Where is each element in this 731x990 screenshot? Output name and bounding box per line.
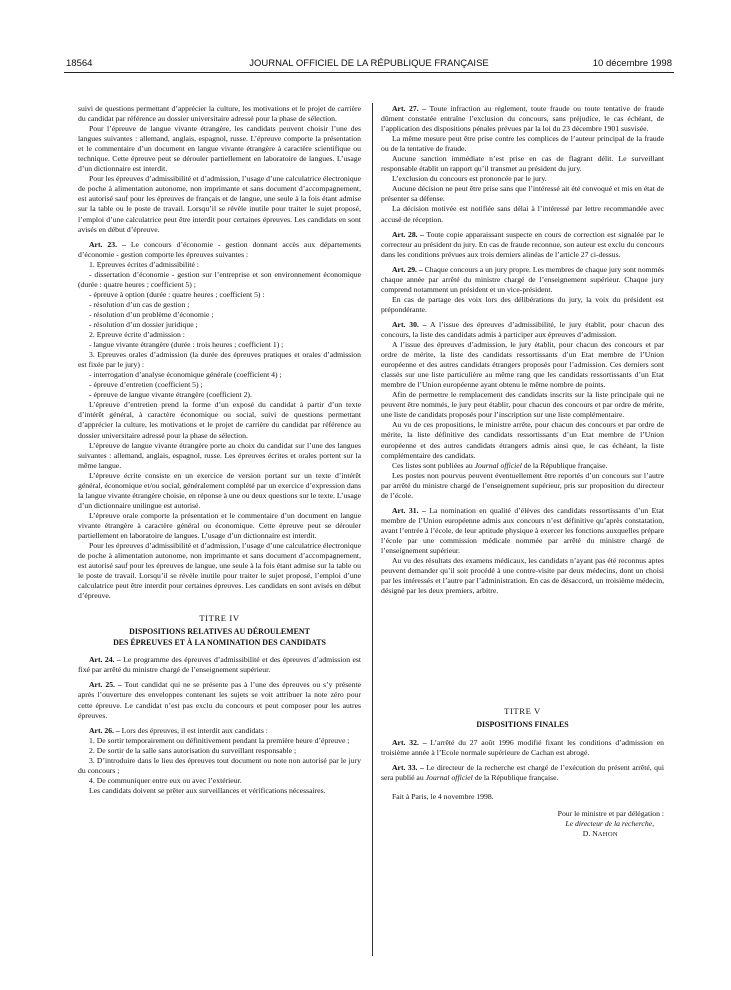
paragraph: Les candidats doivent se prêter aux surveillances et vérifications nécessaires.: [89, 785, 326, 795]
paragraph: La décision motivée est notifiée sans délai à l’intéressé par lettre recommandée avec accusé de réception.: [381, 204, 664, 224]
list-item: - dissertation d’économie - gestion sur l’entreprise et son environnement économique (durée : quatre heures ; coefficient 5) ;: [78, 269, 361, 289]
paragraph: L’exclusion du concours est prononcée par le jury.: [392, 174, 547, 184]
paragraph: L’épreuve de langue vivante étrangère porte au choix du candidat sur l’une des langues suivantes : allemand, anglais, espagnol, russe. Les épreuves écrites et orales portent sur la même langue.: [78, 440, 361, 470]
paragraph: Au vu des résultats des examens médicaux, les candidats n’ayant pas été reconnus aptes peuvent demander qu’il soit procédé à une contre-visite par deux médecins, dont un choisi par les intéressés et l’autre par l’administration. En cas de désaccord, un troisième médecin, désigné par les deux premiers, arbitre.: [381, 556, 664, 596]
header-rule: [64, 72, 674, 73]
section-heading: DISPOSITIONS FINALES: [476, 720, 569, 730]
article-23: Art. 23. – Le concours d’économie - gestion donnant accès aux départements d’économie - gestion comporte les épreuves suivantes :: [78, 239, 361, 259]
list-item: - résolution d’un problème d’économie ;: [89, 309, 214, 319]
paragraph: Aucune sanction immédiate n’est prise en cas de flagrant délit. Le surveillant responsable établit un rapport qu’il transmet au président du jury.: [381, 154, 664, 174]
title-heading: TITRE V: [504, 706, 541, 717]
list-item: - résolution d’un dossier juridique ;: [89, 319, 198, 329]
article-label: Art. 33. –: [392, 762, 424, 772]
list-item: - épreuve de langue vivante étrangère (coefficient 2).: [89, 390, 252, 400]
list-item: 3. Epreuves orales d’admission (la durée des épreuves pratiques et orales d’admission est fixée par le jury) :: [78, 350, 361, 370]
article-30: Art. 30. – A l’issue des épreuves d’admissibilité, le jury établit, pour chacun des concours, la liste des candidats admis à participer aux épreuves d’admission.: [381, 319, 664, 339]
paragraph: La même mesure peut être prise contre les complices de l’auteur principal de la fraude ou de la tentative de fraude.: [381, 134, 664, 154]
paragraph: Pour les épreuves d’admissibilité et d’admission, l’usage d’une calculatrice électronique de poche à alimentation autonome, non imprimante et sans document d’accompagnement, est autorisé sauf pour les épreuves de français et de langue, une seule à la fois étant admise sur la table ou le poste de travail. Lorsqu’il se révèle inutile pour traiter le sujet proposé, l’emploi d’une calculatrice peut être interdit pour certaines épreuves. Les candidats en sont avisés en début d’épreuve.: [78, 174, 361, 234]
article-label: Art. 32. –: [392, 737, 427, 747]
article-label: Art. 25. –: [89, 680, 122, 690]
journal-title: JOURNAL OFFICIEL DE LA RÉPUBLIQUE FRANÇAISE: [249, 58, 489, 69]
right-column: [381, 104, 664, 840]
article-label: Art. 30. –: [392, 319, 427, 329]
article-label: Art. 28. –: [392, 229, 425, 239]
article-label: Art. 24. –: [89, 655, 121, 665]
article-26: Art. 26. – Lors des épreuves, il est interdit aux candidats :: [89, 725, 268, 735]
paragraph: Au vu de ces propositions, le ministre arrête, pour chacun des concours et par ordre de mérite, la liste définitive des candidats ressortissants d’un Etat membre de l’Union européenne et des autres candidats étrangers admis ainsi que, le cas échéant, la liste complémentaire des candidats.: [381, 420, 664, 460]
signature-title: Le directeur de la recherche,: [565, 819, 654, 829]
list-item: - résolution d’un cas de gestion ;: [89, 299, 190, 309]
list-item: 4. De communiquer entre eux ou avec l’extérieur.: [89, 775, 242, 785]
article-label: Art. 23. –: [89, 239, 126, 249]
article-24: Art. 24. – Le programme des épreuves d’admissibilité et des épreuves d’admission est fixé par arrêté du ministre chargé de l’enseignement supérieur.: [78, 655, 361, 675]
article-27: Art. 27. – Toute infraction au règlement, toute fraude ou toute tentative de fraude dûment constatée entraîne l’exclusion du concours, sans préjudice, le cas échéant, de l’application des dispositions pénales prévues par la loi du 23 décembre 1901 susvisée.: [381, 104, 664, 134]
signature-delegation: Pour le ministre et par délégation :: [557, 808, 664, 818]
list-item: 3. D’introduire dans le lieu des épreuves tout document ou note non autorisé par le jury du concours ;: [78, 755, 361, 775]
list-item: - épreuve à option (durée : quatre heures ; coefficient 5) :: [89, 289, 265, 299]
paragraph: Pour les épreuves d’admissibilité et d’admission, l’usage d’une calculatrice électronique de poche à alimentation autonome, non imprimante et sans document d’accompagnement, est autorisé sauf pour les épreuves de langue, une seule à la fois étant admise sur la table ou le poste de travail. Lorsqu’il se révèle inutile pour traiter le sujet proposé, l’emploi d’une calculatrice peut être interdit pour certaines épreuves. Les candidats en sont avisés en début d’épreuve.: [78, 541, 361, 601]
article-29: Art. 29. – Chaque concours a un jury propre. Les membres de chaque jury sont nommés chaque année par arrêté du ministre chargé de l’enseignement supérieur. Chaque jury comprend notamment un président et un vice-président.: [381, 264, 664, 294]
article-28: Art. 28. – Toute copie apparaissant suspecte en cours de correction est signalée par le correcteur au président du jury. En cas de fraude reconnue, son auteur est exclu du concours dans les conditions prévues aux trois derniers alinéas de l’article 27 ci-dessus.: [381, 229, 664, 259]
paragraph: Pour l’épreuve de langue vivante étrangère, les candidats peuvent choisir l’une des langues suivantes : allemand, anglais, espagnol, russe. L’épreuve comporte la présentation et le commentaire d’un document en langue vivante étrangère à caractère scientifique ou technique. Cette épreuve peut se dérouler partiellement en laboratoire de langues. L’usage d’un dictionnaire est interdit.: [78, 124, 361, 174]
signature-name: D. NAHON: [582, 829, 618, 839]
article-label: Art. 29. –: [392, 264, 423, 274]
left-column: [78, 104, 361, 796]
article-33: Art. 33. – Le directeur de la recherche est chargé de l’exécution du présent arrêté, qui sera publié au Journal officiel de la République française.: [381, 762, 664, 782]
article-label: Art. 26. –: [89, 725, 120, 735]
paragraph: A l’issue des épreuves d’admission, le jury établit, pour chacun des concours et par ordre de mérite, la liste des candidats ressortissants d’un Etat membre de l’Union européenne et des autres candidats étrangers proposés pour l’admission. Ces derniers sont classés sur une liste particulière au même rang que les candidats ressortissants d’un Etat membre de l’Union européenne ayant obtenu le même nombre de points.: [381, 340, 664, 390]
page-number: 18564: [66, 58, 93, 69]
paragraph: L’épreuve d’entretien prend la forme d’un exposé du candidat à partir d’un texte d’intérêt général, à caractère économique ou social, suivi de questions permettant d’apprécier la culture, les motivations et le projet de carrière du candidat par référence au dossier universitaire adressé pour la phase de sélection.: [78, 400, 361, 440]
paragraph: En cas de partage des voix lors des délibérations du jury, la voix du président est prépondérante.: [381, 294, 664, 314]
article-25: Art. 25. – Tout candidat qui ne se présente pas à l’une des épreuves ou s’y présente après l’ouverture des enveloppes contenant les sujets se voit attribuer la note zéro pour cette épreuve. Le candidat n’est pas exclu du concours et peut composer pour les autres épreuves.: [78, 680, 361, 720]
column-divider: [372, 103, 373, 956]
article-31: Art. 31. – La nomination en qualité d’élèves des candidats ressortissants d’un Etat membre de l’Union européenne admis aux concours n’est définitive qu’après constatation, avant l’entrée à l’école, de leur aptitude physique à exercer les fonctions auxquelles prépare l’école par une commission médicale nommée par arrêté du ministre chargé de l’enseignement supérieur.: [381, 505, 664, 555]
signature-place-date: Fait à Paris, le 4 novembre 1998.: [392, 791, 494, 801]
list-item: - langue vivante étrangère (durée : trois heures ; coefficient 1) ;: [89, 340, 284, 350]
article-label: Art. 27. –: [392, 104, 427, 113]
paragraph: Ces listes sont publiées au Journal officiel de la République française.: [392, 460, 608, 470]
article-label: Art. 31. –: [392, 505, 426, 515]
paragraph: Aucune décision ne peut être prise sans que l’intéressé ait été convoqué et mis en état de présenter sa défense.: [381, 184, 664, 204]
list-item: - épreuve d’entretien (coefficient 5) ;: [89, 380, 203, 390]
issue-date: 10 décembre 1998: [592, 58, 672, 69]
paragraph: L’épreuve orale comporte la présentation et le commentaire d’un document en langue vivante étrangère à caractère général ou économique. Cette épreuve peut se dérouler partiellement en laboratoire de langues. L’usage d’un dictionnaire est interdit.: [78, 510, 361, 540]
list-item: 1. Epreuves écrites d’admissibilité :: [89, 259, 199, 269]
paragraph: Afin de permettre le remplacement des candidats inscrits sur la liste principale qui ne peuvent être nommés, le jury peut établir, pour chacun des concours et par ordre de mérite, une liste de candidats proposés pour l’inscription sur une liste complémentaire.: [381, 390, 664, 420]
list-item: - interrogation d’analyse économique générale (coefficient 4) ;: [89, 370, 282, 380]
section-heading: DISPOSITIONS RELATIVES AU DÉROULEMENT DES ÉPREUVES ET À LA NOMINATION DES CANDIDATS: [113, 627, 326, 647]
title-heading: TITRE IV: [199, 613, 240, 624]
article-32: Art. 32. – L’arrêté du 27 août 1996 modifié fixant les conditions d’admission en troisième année à l’Ecole normale supérieure de Cachan est abrogé.: [381, 737, 664, 757]
list-item: 2. Epreuve écrite d’admission :: [89, 330, 185, 340]
paragraph: L’épreuve écrite consiste en un exercice de version portant sur un texte d’intérêt général, économique et/ou social, généralement complété par un exercice d’expression dans la langue vivante étrangère choisie, en réponse à une ou deux questions sur le texte. L’usage d’un dictionnaire unilingue est autorisé.: [78, 470, 361, 510]
paragraph: Les postes non pourvus peuvent éventuellement être reportés d’un concours sur l’autre par arrêté du ministre chargé de l’enseignement supérieur, pris sur proposition du directeur de l’école.: [381, 470, 664, 500]
paragraph: suivi de questions permettant d’apprécier la culture, les motivations et le projet de carrière du candidat par référence au dossier universitaire adressé pour la phase de sélection.: [78, 104, 361, 124]
list-item: 1. De sortir temporairement ou définitivement pendant la première heure d’épreuve ;: [89, 735, 350, 745]
list-item: 2. De sortir de la salle sans autorisation du surveillant responsable ;: [89, 745, 297, 755]
